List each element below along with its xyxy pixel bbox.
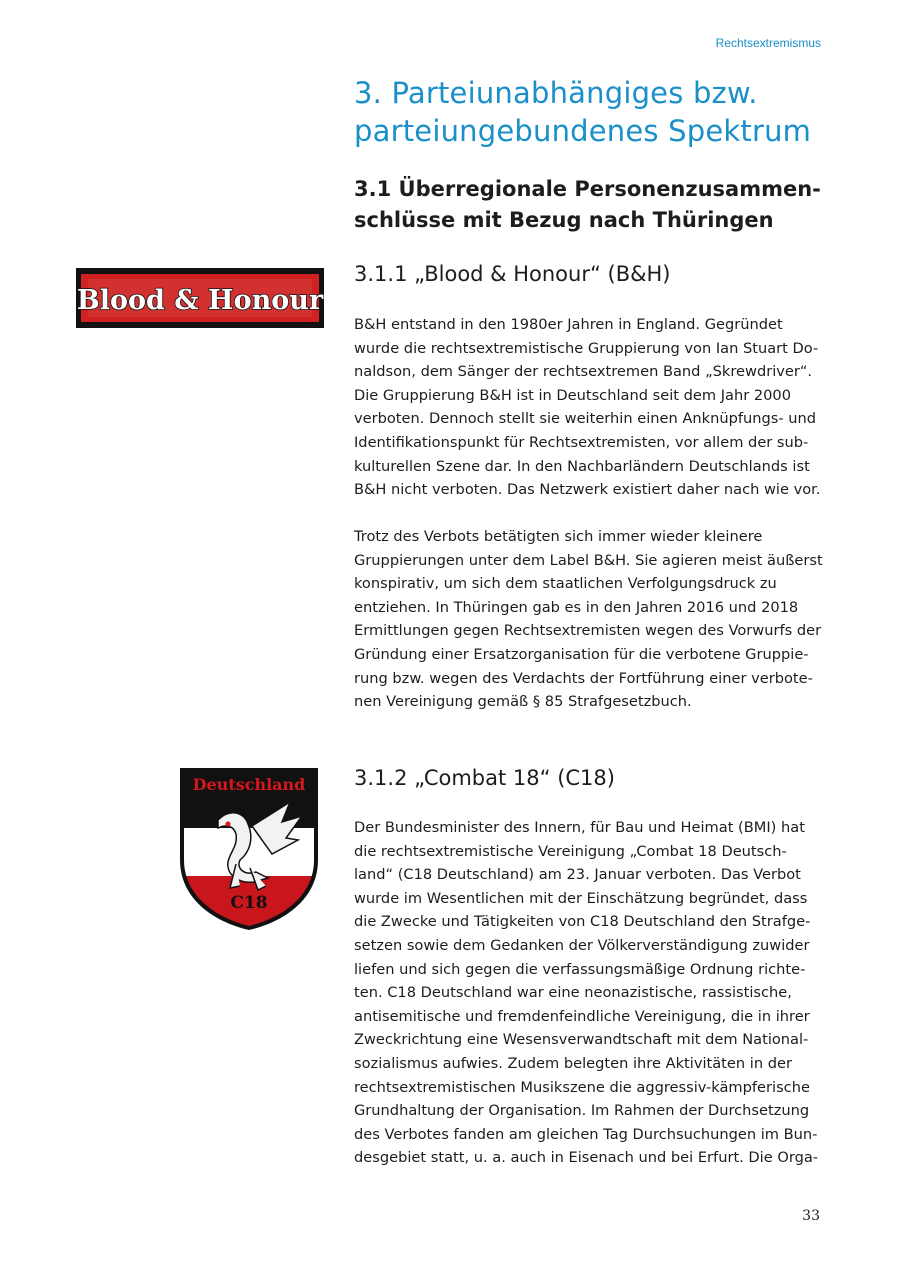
text-line: B&H entstand in den 1980er Jahren in England. Gegründet bbox=[354, 316, 783, 333]
text-line: konspirativ, um sich dem staatlichen Verfolgungsdruck zu bbox=[354, 575, 777, 593]
text-line: liefen und sich gegen die verfassungsmäßige Ordnung richte- bbox=[354, 960, 806, 978]
section-heading bbox=[354, 174, 824, 236]
text-line: land“ (C18 Deutschland) am 23. Januar verboten. Das Verbot bbox=[354, 866, 801, 884]
text-line: entziehen. In Thüringen gab es in den Jahren 2016 und 2018 bbox=[354, 598, 799, 616]
chapter-heading bbox=[354, 74, 824, 150]
text-line: setzen sowie dem Gedanken der Völkerverständigung zuwider bbox=[354, 936, 810, 954]
text-line: Gründung einer Ersatzorganisation für die verbotene Gruppie- bbox=[354, 645, 809, 663]
text-line: Ermittlungen gegen Rechtsextremisten wegen des Vorwurfs der bbox=[354, 622, 822, 640]
text-line: rung bzw. wegen des Verdachts der Fortführung einer verbote- bbox=[354, 669, 813, 687]
text-line: Die Gruppierung B&H ist in Deutschland seit dem Jahr 2000 bbox=[354, 386, 791, 404]
text-line: naldson, dem Sänger der rechtsextremen Band „Skrewdriver“. bbox=[354, 363, 813, 381]
text-line: nen Vereinigung gemäß § 85 Strafgesetzbuch. bbox=[354, 693, 692, 711]
text-line: Zweckrichtung eine Wesensverwandtschaft mit dem National- bbox=[354, 1031, 809, 1049]
text-line: sozialismus aufwies. Zudem belegten ihre Aktivitäten in der bbox=[354, 1054, 792, 1072]
blood-honour-logo-text: Blood & Honour bbox=[76, 285, 324, 316]
text-line: B&H nicht verboten. Das Netzwerk existiert daher nach wie vor. bbox=[354, 481, 821, 499]
section-heading-line-2: schlüsse mit Bezug nach Thüringen bbox=[354, 208, 774, 232]
combat18-logo-top-text: Deutschland bbox=[192, 775, 306, 794]
text-line: Gruppierungen unter dem Label B&H. Sie agieren meist äußerst bbox=[354, 551, 823, 569]
text-line: wurde die rechtsextremistische Gruppierung von Ian Stuart Do- bbox=[354, 339, 819, 357]
text-line: Trotz des Verbots betätigten sich immer wieder kleinere bbox=[354, 528, 763, 545]
paragraph-bh-1 bbox=[354, 313, 824, 502]
text-line: antisemitische und fremdenfeindliche Vereinigung, die in ihrer bbox=[354, 1007, 810, 1025]
text-line: verboten. Dennoch stellt sie weiterhin einen Anknüpfungs- und bbox=[354, 410, 817, 428]
running-head: Rechtsextremismus bbox=[715, 36, 821, 50]
page-number: 33 bbox=[802, 1208, 820, 1224]
text-line: rechtsextremistischen Musikszene die aggressiv-kämpferische bbox=[354, 1078, 810, 1096]
text-line: des Verbotes fanden am gleichen Tag Durchsuchungen im Bun- bbox=[354, 1125, 818, 1143]
subsection-title-c18: 3.1.2 „Combat 18“ (C18) bbox=[354, 766, 615, 790]
chapter-heading-line-2: parteiungebundenes Spektrum bbox=[354, 114, 812, 148]
combat18-logo bbox=[178, 768, 320, 930]
text-line: die Zwecke und Tätigkeiten von C18 Deutschland den Strafge- bbox=[354, 913, 811, 931]
text-line: kulturellen Szene dar. In den Nachbarländern Deutschlands ist bbox=[354, 457, 810, 475]
text-line: Der Bundesminister des Innern, für Bau und Heimat (BMI) hat bbox=[354, 819, 805, 836]
text-line: Identifikationspunkt für Rechtsextremisten, vor allem der sub- bbox=[354, 433, 809, 451]
blood-honour-logo bbox=[76, 268, 324, 328]
paragraph-bh-2 bbox=[354, 525, 824, 714]
text-line: Grundhaltung der Organisation. Im Rahmen der Durchsetzung bbox=[354, 1102, 810, 1120]
text-line: wurde im Wesentlichen mit der Einschätzung begründet, dass bbox=[354, 889, 808, 907]
combat18-logo-bottom-text: C18 bbox=[230, 893, 268, 913]
text-line: ten. C18 Deutschland war eine neonazistische, rassistische, bbox=[354, 984, 792, 1002]
section-heading-line-1: 3.1 Überregionale Personenzusammen- bbox=[354, 177, 821, 201]
text-line: die rechtsextremistische Vereinigung „Combat 18 Deutsch- bbox=[354, 842, 787, 860]
chapter-heading-line-1: 3. Parteiunabhängiges bzw. bbox=[354, 76, 758, 110]
text-line: desgebiet statt, u. a. auch in Eisenach und bei Erfurt. Die Orga- bbox=[354, 1149, 819, 1167]
paragraph-c18-1 bbox=[354, 816, 824, 1170]
subsection-title-bh: 3.1.1 „Blood & Honour“ (B&H) bbox=[354, 262, 671, 286]
